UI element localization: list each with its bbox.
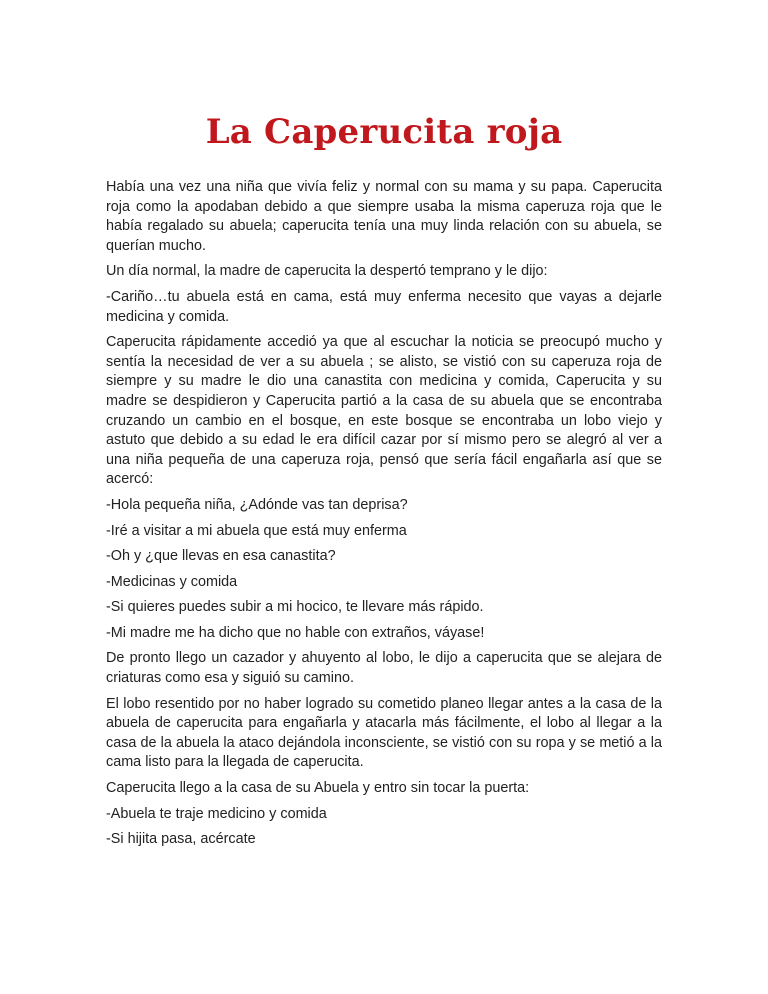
paragraph: Un día normal, la madre de caperucita la despertó temprano y le dijo: (106, 263, 548, 280)
story-body (106, 178, 662, 856)
dialogue-line: -Medicinas y comida (106, 573, 238, 590)
paragraph: Había una vez una niña que vivía feliz y normal con su mama y su papa. Caperucita roja como la apodaban debido a que siempre usaba la misma caperuza roja que le había regalado su abuela; caperucita tenía una muy linda relación con su abuela, se querían mucho. (106, 179, 662, 254)
paragraph: Caperucita rápidamente accedió ya que al escuchar la noticia se preocupó mucho y sentía la necesidad de ver a su abuela ; se alisto, se vistió con su caperuza roja de siempre y su madre le dio una canastita con medicina y comida, Caperucita y su madre se despidieron y Caperucita partió a la casa de su abuela que se encontraba cruzando un cambio en el bosque, en este bosque se encontraba un lobo viejo y astuto que debido a su edad le era difícil cazar por sí mismo pero se alegró al ver a una niña pequeña de una caperuza roja, pensó que sería fácil engañarla así que se acercó: (106, 334, 662, 488)
dialogue-line: -Iré a visitar a mi abuela que está muy enferma (106, 522, 407, 539)
paragraph: Caperucita llego a la casa de su Abuela y entro sin tocar la puerta: (106, 780, 530, 797)
dialogue-line: -Mi madre me ha dicho que no hable con extraños, váyase! (106, 624, 485, 641)
dialogue-line: -Si quieres puedes subir a mi hocico, te llevare más rápido. (106, 599, 484, 616)
paragraph: El lobo resentido por no haber logrado su cometido planeo llegar antes a la casa de la abuela de caperucita para engañarla y atacarla más fácilmente, el lobo al llegar a la casa de la abuela la ataco dejándola inconsciente, se vistió con su ropa y se metió a la cama listo para la llegada de caperucita. (106, 695, 662, 771)
dialogue-line: -Abuela te traje medicino y comida (106, 805, 327, 822)
dialogue-line: -Oh y ¿que llevas en esa canastita? (106, 548, 336, 565)
page-title: La Caperucita roja (205, 112, 563, 152)
paragraph: De pronto llego un cazador y ahuyento al lobo, le dijo a caperucita que se alejara de criaturas como esa y siguió su camino. (106, 650, 662, 687)
dialogue-line: -Hola pequeña niña, ¿Adónde vas tan deprisa? (106, 496, 408, 513)
dialogue-line: -Si hijita pasa, acércate (106, 831, 256, 848)
paragraph: -Cariño…tu abuela está en cama, está muy enferma necesito que vayas a dejarle medicina y comida. (106, 288, 662, 325)
